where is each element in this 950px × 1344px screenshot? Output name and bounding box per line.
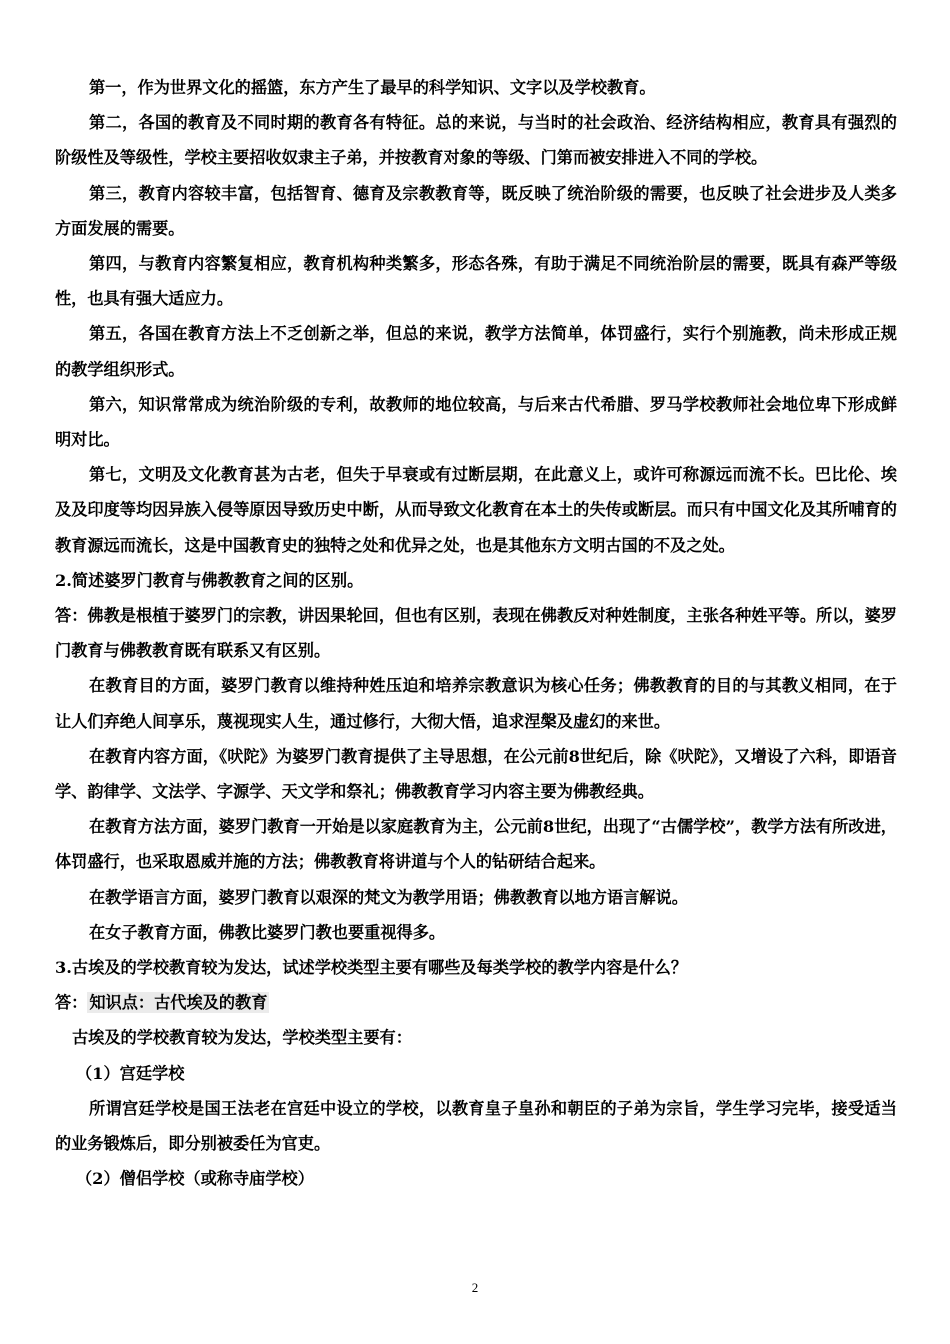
paragraph-seventh-feature: 第七，文明及文化教育甚为古老，但失于早衰或有过断层期，在此意义上，或许可称源远而流不长。巴比伦、埃及及印度等均因异族入侵等原因导致历史中断，从而导致文化教育在本土的失传或断层。而只有中国文化及其所哺育的教育源远而流长，这是中国教育史的独特之处和优异之处，也是其他东方文明古国的不及之处。 [55,465,897,555]
subheading-temple-school: （2）僧侣学校（或称寺庙学校） [76,1169,314,1189]
document-body [55,70,897,1197]
answer-2-women: 在女子教育方面，佛教比婆罗门教也要重视得多。 [89,922,446,942]
answer-2-intro: 答：佛教是根植于婆罗门的宗教，讲因果轮回，但也有区别，表现在佛教反对种姓制度，主张各种姓平等。所以，婆罗门教育与佛教教育既有联系又有区别。 [55,606,897,661]
paragraph-first-feature: 第一，作为世界文化的摇篮，东方产生了最早的科学知识、文字以及学校教育。 [89,78,656,97]
paragraph-fifth-feature: 第五，各国在教育方法上不乏创新之举，但总的来说，教学方法简单，体罚盛行，实行个别施教，尚未形成正规的教学组织形式。 [55,324,897,379]
answer-prefix: 答： [55,993,88,1013]
knowledge-point-highlight: 知识点：古代埃及的教育 [89,993,268,1013]
answer-2-method: 在教育方法方面，婆罗门教育一开始是以家庭教育为主，公元前8世纪，出现了“古儒学校”，教学方法有所改进，体罚盛行，也采取恩威并施的方法；佛教教育将讲道与个人的钻研结合起来。 [55,817,897,872]
answer-2-purpose: 在教育目的方面，婆罗门教育以维持种姓压迫和培养宗教意识为核心任务；佛教教育的目的与其教义相同，在于让人们弃绝人间享乐，蔑视现实人生，通过修行，大彻大悟，追求涅槃及虚幻的来世。 [55,676,897,731]
paragraph-sixth-feature: 第六，知识常常成为统治阶级的专利，故教师的地位较高，与后来古代希腊、罗马学校教师社会地位卑下形成鲜明对比。 [55,394,897,450]
answer-3-label [55,985,897,1020]
subheading-palace-school: （1）宫廷学校 [76,1063,185,1083]
paragraph-fourth-feature: 第四，与教育内容繁复相应，教育机构种类繁多，形态各殊，有助于满足不同统治阶层的需要，既具有森严等级性，也具有强大适应力。 [55,254,897,309]
answer-2-language: 在教学语言方面，婆罗门教育以艰深的梵文为教学用语；佛教教育以地方语言解说。 [89,887,688,907]
paragraph-palace-school: 所谓宫廷学校是国王法老在宫廷中设立的学校，以教育皇子皇孙和朝臣的子弟为宗旨，学生学习完毕，接受适当的业务锻炼后，即分别被委任为官吏。 [55,1098,897,1154]
answer-3-intro: 古埃及的学校教育较为发达，学校类型主要有： [72,1028,412,1048]
paragraph-third-feature: 第三，教育内容较丰富，包括智育、德育及宗教教育等，既反映了统治阶级的需要，也反映了社会进步及人类多方面发展的需要。 [55,183,897,238]
paragraph-second-feature: 第二，各国的教育及不同时期的教育各有特征。总的来说，与当时的社会政治、经济结构相应，教育具有强烈的阶级性及等级性，学校主要招收奴隶主子弟，并按教育对象的等级、门第而被安排进入不同的学校。 [55,113,897,168]
question-3: 3.古埃及的学校教育较为发达，试述学校类型主要有哪些及每类学校的教学内容是什么？ [55,958,688,978]
question-2: 2.简述婆罗门教育与佛教教育之间的区别。 [55,570,364,590]
page-number: 2 [471,1280,479,1295]
answer-2-content: 在教育内容方面，《吠陀》为婆罗门教育提供了主导思想，在公元前8世纪后，除《吠陀》，又增设了六科，即语音学、韵律学、文法学、字源学、天文学和祭礼；佛教教育学习内容主要为佛教经典。 [55,746,897,802]
